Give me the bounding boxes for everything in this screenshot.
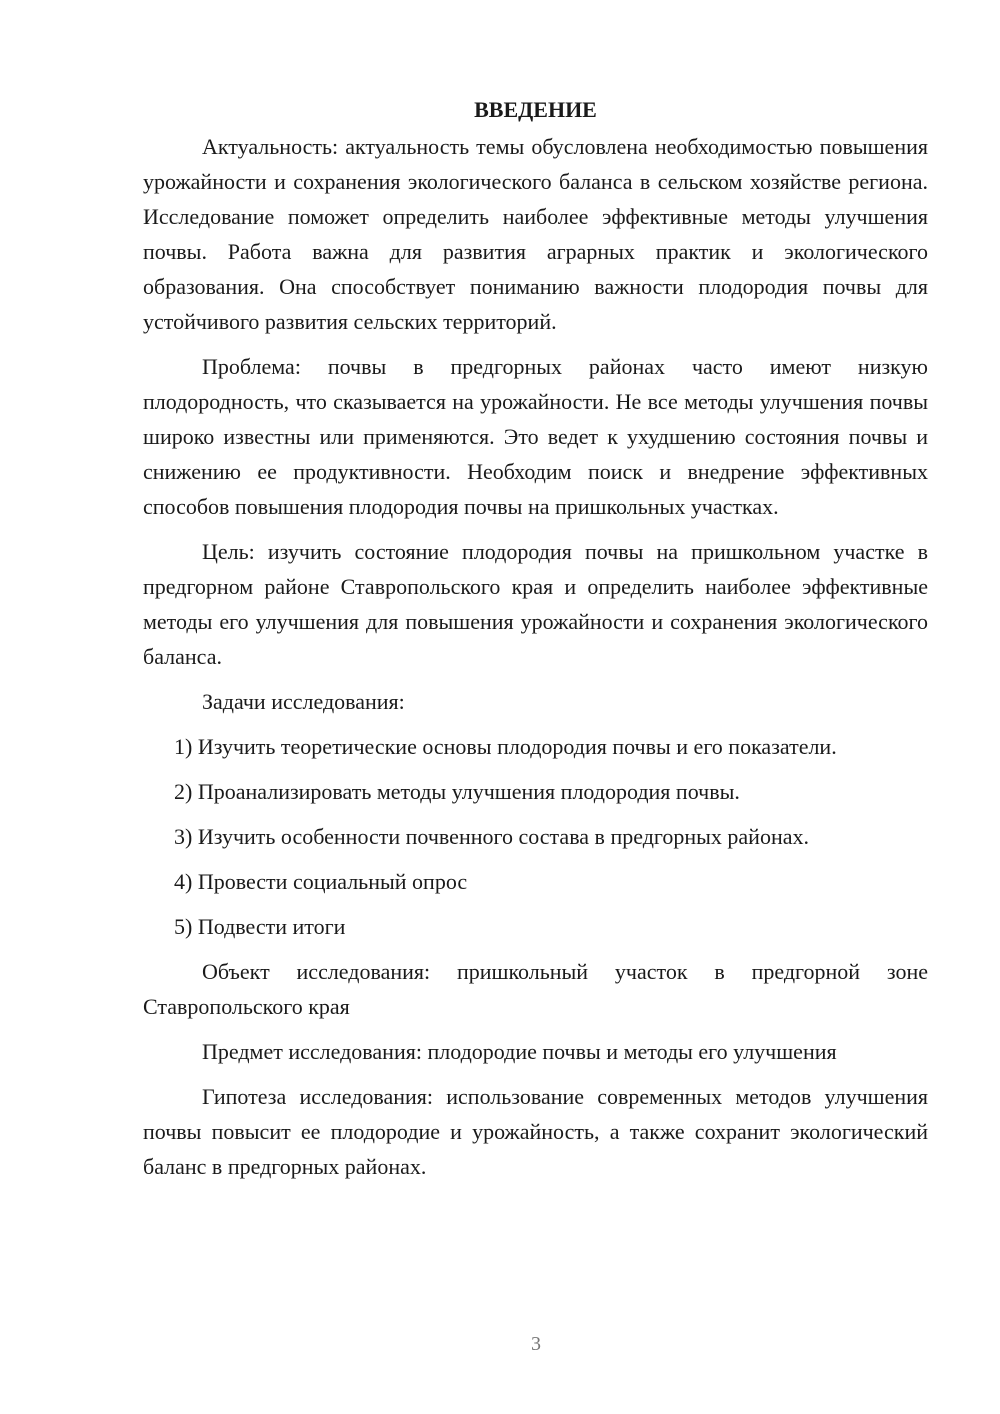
- subject-paragraph: Предмет исследования: плодородие почвы и методы его улучшения: [202, 1039, 837, 1064]
- problem-paragraph: Проблема: почвы в предгорных районах часто имеют низкую плодородность, что сказывается на урожайности. Не все методы улучшения почвы широко известны или применяются. Это ведет к ухудшению состояния почвы и снижению ее продуктивности. Необходим поиск и внедрение эффективных способов повышения плодородия почвы на пришкольных участках.: [143, 354, 928, 519]
- tasks-list: [143, 729, 928, 944]
- task-item: 3) Изучить особенности почвенного состава в предгорных районах.: [174, 824, 809, 849]
- relevance-paragraph: Актуальность: актуальность темы обусловлена необходимостью повышения урожайности и сохранения экологического баланса в сельском хозяйстве региона. Исследование поможет определить наиболее эффективные методы улучшения почвы. Работа важна для развития аграрных практик и экологического образования. Она способствует пониманию важности плодородия почвы для устойчивого развития сельских территорий.: [143, 134, 928, 334]
- document-page: [143, 92, 928, 1194]
- hypothesis-paragraph: Гипотеза исследования: использование современных методов улучшения почвы повысит ее плодородие и урожайность, а также сохранит экологический баланс в предгорных районах.: [143, 1084, 928, 1179]
- page-number: 3: [531, 1333, 541, 1355]
- task-item: 2) Проанализировать методы улучшения плодородия почвы.: [174, 779, 740, 804]
- section-title: ВВЕДЕНИЕ: [474, 97, 597, 122]
- task-item: 1) Изучить теоретические основы плодородия почвы и его показатели.: [174, 734, 837, 759]
- task-item: 5) Подвести итоги: [174, 914, 346, 939]
- goal-paragraph: Цель: изучить состояние плодородия почвы на пришкольном участке в предгорном районе Ставропольского края и определить наиболее эффективные методы его улучшения для повышения урожайности и сохранения экологического баланса.: [143, 539, 928, 669]
- object-paragraph: Объект исследования: пришкольный участок в предгорной зоне Ставропольского края: [143, 959, 928, 1019]
- tasks-heading: Задачи исследования:: [202, 689, 405, 714]
- task-item: 4) Провести социальный опрос: [174, 869, 468, 894]
